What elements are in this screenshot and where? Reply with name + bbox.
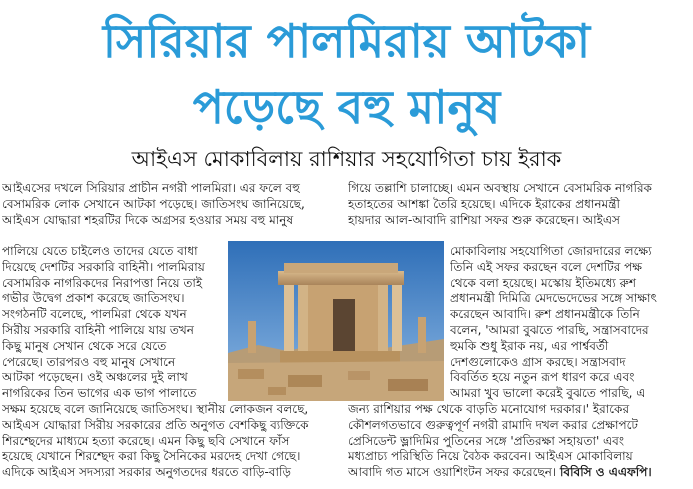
- text-line: প্রেসিডেন্ট ভ্লাদিমির পুতিনের সঙ্গে 'প্রতিরক্ষা সহায়তা' এবং: [348, 433, 625, 448]
- text-line: কিছু মানুষ সেখান থেকে সরে যেতে: [2, 338, 167, 353]
- text-line: মধ্যপ্রাচ্য পরিস্থিতি নিয়ে বৈঠক করবেন। আইএস মোকাবিলায়: [348, 449, 633, 464]
- palmyra-temple-photo: [228, 241, 444, 401]
- text-line: এদিকে আইএস সদস্যরা সরকার অনুগতদের ধরতে বাড়ি-বাড়ি: [2, 465, 291, 480]
- headline-line-2: পড়েছে বহু মানুষ: [192, 80, 501, 134]
- right-column-top: [348, 181, 691, 228]
- text-line: জন্য রাশিয়ার পক্ষ থেকে বাড়তি মনোযোগ দরকার।' ইরাকের: [348, 402, 630, 416]
- text-line: আবাদি গত মাসে ওয়াশিংটন সফর করেছেন।: [348, 465, 557, 480]
- text-line: আইএস যোদ্ধারা শহরটির দিকে অগ্রসর হওয়ার সময় বহু মানুষ: [2, 212, 294, 227]
- headline-line-1: সিরিয়ার পালমিরায় আটকা: [102, 14, 591, 68]
- text-line: তিনি এই সফর করছেন বলে দেশটির পক্ষ: [450, 259, 642, 274]
- left-column-top: [2, 181, 336, 228]
- text-line: পেরেছে। তারপরও বহু মানুষ সেখানে: [2, 354, 176, 369]
- text-line: বলেন, 'আমরা বুঝতে পারছি, সন্ত্রাসবাদের: [450, 322, 649, 337]
- text-line: পালিয়ে যেতে চাইলেও তাদের যেতে বাধা: [2, 244, 198, 258]
- text-line: দেশগুলোকেও গ্রাস করছে। সন্ত্রাসবাদ: [450, 354, 626, 369]
- left-column-bottom: [2, 402, 336, 481]
- text-line: থেকে বলা হয়েছে। মস্কোয় ইতিমধ্যে রুশ: [450, 275, 636, 290]
- text-line: আইএস যোদ্ধারা সিরীয় সরকারের প্রতি অনুগত বেশকিছু ব্যক্তিকে: [2, 417, 309, 432]
- text-line: সংগঠনটি বলেছে, পালমিরা থেকে যখন: [2, 307, 187, 322]
- text-line: আটকা পড়েছেন। ওই অঞ্চলের দুই লাখ: [2, 370, 188, 385]
- text-line: দিয়েছে দেশটির সরকারি বাহিনী। পালমিরায়: [2, 259, 205, 274]
- news-credit: বিবিসি ও এএফপি।: [560, 465, 652, 480]
- text-line: হায়দার আল-আবাদি রাশিয়া সফর শুরু করেছেন। আইএস: [348, 212, 620, 227]
- right-column-wrap: [450, 244, 691, 402]
- right-column-bottom: [348, 402, 691, 481]
- left-column-wrap: [2, 244, 224, 402]
- subheadline: আইএস মোকাবিলায় রাশিয়ার সহযোগিতা চায় ইরাক: [131, 147, 562, 171]
- text-line: সিরীয় সরকারি বাহিনী পালিয়ে যায় তখন: [2, 322, 194, 337]
- text-line: প্রধানমন্ত্রী দিমিত্রি মেদভেদেভের সঙ্গে সাক্ষাৎ: [450, 291, 657, 306]
- text-line: কৌশলগতভাবে গুরুত্বপূর্ণ নগরী রামাদি দখল করার প্রেক্ষাপটে: [348, 417, 638, 432]
- text-line: গিয়ে তল্লাশি চালাচ্ছে। এমন অবস্থায় সেখানে বেসামরিক নাগরিক: [348, 181, 652, 195]
- text-line: আইএসের দখলে সিরিয়ার প্রাচীন নগরী পালমিরা। এর ফলে বহু: [2, 181, 300, 195]
- text-line: বেসামরিক লোক সেখানে আটকা পড়েছে। জাতিসংঘ জানিয়েছে,: [2, 196, 305, 211]
- text-line: সক্ষম হয়েছে বলে জানিয়েছে জাতিসংঘ। স্থানীয় লোকজন বলছে,: [2, 402, 309, 416]
- text-line: গভীর উদ্বেগ প্রকাশ করেছে জাতিসংঘ।: [2, 291, 185, 306]
- text-line: নাগরিকের তিন ভাগের এক ভাগ পালাতে: [2, 386, 197, 401]
- text-line: বেসামরিক নাগরিকদের নিরাপত্তা নিয়ে তাই: [2, 275, 203, 290]
- text-line: শিরশ্ছেদের মাধ্যমে হত্যা করেছে। এমন কিছু ছবি সেখানে ফাঁস: [2, 433, 290, 448]
- text-line: হুমকি শুধু ইরাক নয়, এর পার্শ্ববর্তী: [450, 338, 609, 353]
- text-line: মোকাবিলায় সহযোগিতা জোরদারের লক্ষ্যে: [450, 244, 652, 258]
- text-line: হয়েছে যেখানে শিরশ্ছেদ করা কিছু সৈনিকের মরদেহ দেখা গেছে।: [2, 449, 301, 464]
- text-line: করেছেন আবাদি। রুশ প্রধানমন্ত্রীকে তিনি: [450, 307, 640, 322]
- text-line: হতাহতের আশঙ্কা তৈরি হয়েছে। এদিকে ইরাকের প্রধানমন্ত্রী: [348, 196, 620, 211]
- text-line-with-credit: [348, 465, 691, 481]
- text-line: বিবর্তিত হয়ে নতুন রূপ ধারণ করে এবং: [450, 370, 635, 385]
- text-line: আমরা খুব ভালো করেই বুঝতে পারছি, এ: [450, 386, 646, 401]
